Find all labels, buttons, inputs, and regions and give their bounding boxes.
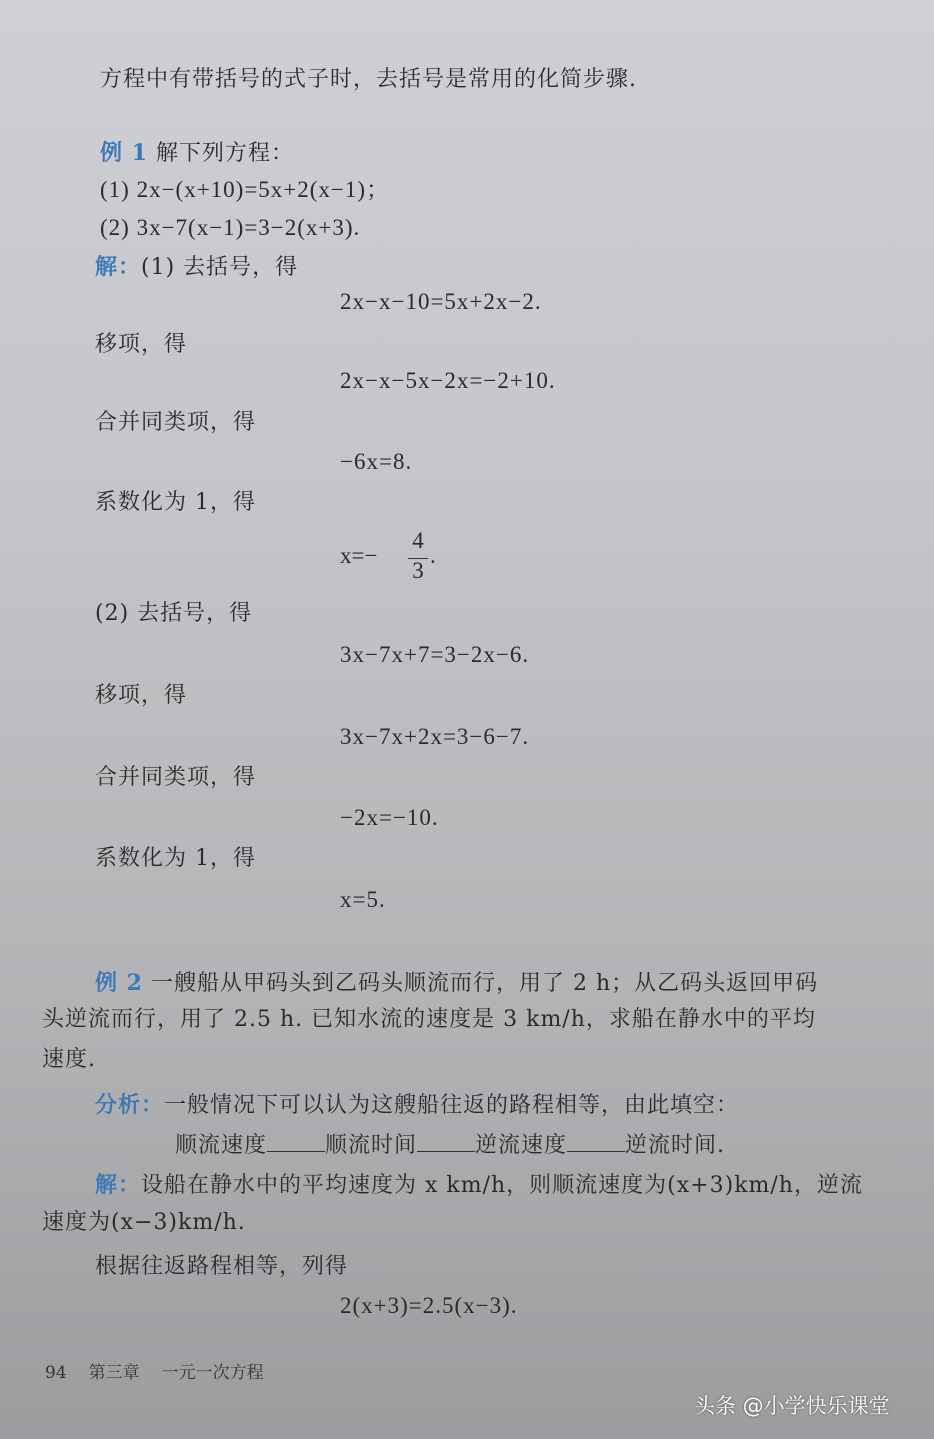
chapter-title: 一元一次方程 (161, 1363, 264, 1383)
example1-heading (100, 137, 294, 170)
blank (417, 1129, 475, 1152)
example2-label: 例 2 (95, 970, 143, 996)
equation: 3x−7x+2x=3−6−7. (340, 724, 530, 749)
step-text: 系数化为 1，得 (95, 846, 256, 871)
fraction-prefix: x=− (340, 543, 378, 568)
fill-in-line (175, 1129, 725, 1162)
step-text: 移项，得 (95, 332, 188, 357)
step-text: 移项，得 (95, 683, 188, 708)
page-number: 94 (45, 1363, 67, 1383)
solution2-line-1 (95, 1169, 863, 1202)
fill-term: 逆流速度 (475, 1133, 568, 1158)
example2-line-1 (95, 967, 818, 1000)
watermark: 头条 @小学快乐课堂 (694, 1394, 890, 1418)
example1-prompt: 解下列方程： (155, 141, 294, 166)
setup-text: 根据往返路程相等，列得 (95, 1254, 349, 1279)
problem-2: (2) 3x−7(x−1)=3−2(x+3). (100, 215, 361, 240)
fraction-suffix: . (430, 543, 436, 568)
solution2-text: 设船在静水中的平均速度为 x km/h，则顺流速度为(x+3)km/h，逆流 (141, 1173, 863, 1198)
numerator: 4 (412, 528, 424, 553)
equation: −6x=8. (340, 449, 413, 474)
step-text: 合并同类项，得 (95, 410, 257, 435)
problem-1: (1) 2x−(x+10)=5x+2(x−1)； (100, 177, 391, 202)
solution2-label: 解： (95, 1172, 142, 1198)
fill-term: 顺流速度 (175, 1133, 268, 1158)
step-text: 合并同类项，得 (95, 765, 257, 790)
page-footer (45, 1358, 286, 1383)
example2-text: 一艘船从甲码头到乙码头顺流而行，用了 2 h；从乙码头返回甲码 (150, 971, 819, 996)
example1-label: 例 1 (100, 140, 148, 166)
equation: 2x−x−5x−2x=−2+10. (340, 368, 556, 393)
step-text: (2) 去括号，得 (95, 601, 253, 626)
intro-text: 方程中有带括号的式子时，去括号是常用的化简步骤. (100, 67, 637, 92)
equation: 3x−7x+7=3−2x−6. (340, 642, 530, 667)
analysis-text: 一般情况下可以认为这艘船往返的路程相等，由此填空： (164, 1093, 740, 1118)
blank (567, 1129, 625, 1152)
example2-line-2: 头逆流而行，用了 2.5 h. 已知水流的速度是 3 km/h，求船在静水中的平均 (42, 1007, 816, 1032)
analysis-label: 分析： (95, 1092, 165, 1118)
equation: x=5. (340, 887, 386, 912)
analysis-line (95, 1089, 739, 1122)
equation: 2(x+3)=2.5(x−3). (340, 1293, 518, 1318)
equation: 2x−x−10=5x+2x−2. (340, 289, 542, 314)
chapter: 第三章 (88, 1363, 140, 1383)
example2-line-3: 速度. (42, 1047, 96, 1072)
solution2-line-2: 速度为(x−3)km/h. (42, 1210, 246, 1235)
blank (267, 1129, 325, 1152)
fill-term: 逆流时间. (625, 1133, 726, 1158)
solution-label: 解： (95, 254, 142, 280)
denominator: 3 (412, 558, 424, 583)
step-text: (1) 去括号，得 (141, 255, 299, 280)
fill-term: 顺流时间 (325, 1133, 418, 1158)
solution1-step-1 (95, 251, 298, 284)
equation: −2x=−10. (340, 805, 439, 830)
step-text: 系数化为 1，得 (95, 490, 256, 515)
